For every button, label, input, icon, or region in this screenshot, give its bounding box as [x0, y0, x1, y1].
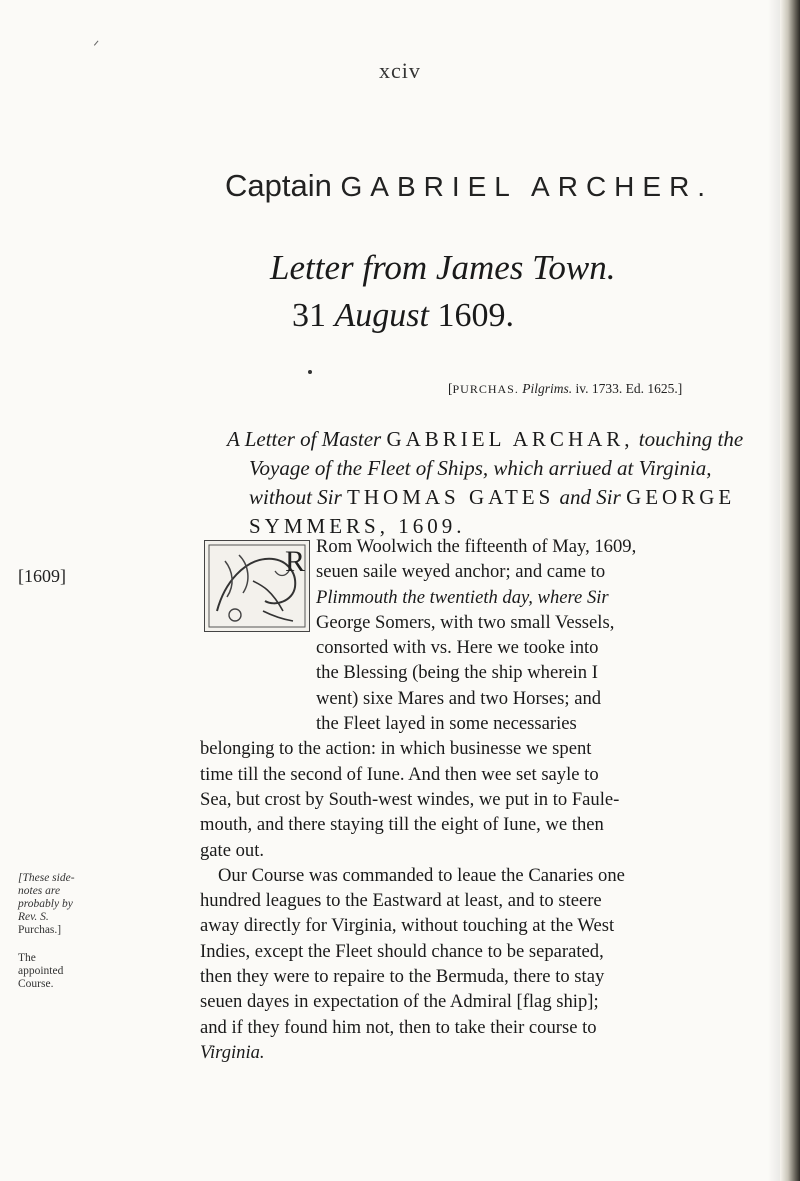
intro-heading: [227, 425, 772, 541]
letter-body: [200, 534, 770, 1065]
page-title: [225, 168, 713, 204]
body-line: Sea, but crost by South-west windes, we put in to Faule-: [200, 788, 620, 810]
body-line: Our Course was commanded to leaue the Canaries one: [218, 864, 625, 886]
body-line: away directly for Virginia, without touching at the West: [200, 915, 615, 937]
date-month: August: [334, 297, 429, 334]
body-line: belonging to the action: in which businesse we spent: [200, 738, 592, 760]
body-line: mouth, and there staying till the eight of Iune, we then: [200, 814, 604, 836]
body-line: Plimmouth the twentieth day, where Sir: [316, 586, 609, 608]
margin-year: [1609]: [18, 566, 66, 586]
source-author: PURCHAS.: [452, 382, 519, 396]
body-line: time till the second of Iune. And then wee set sayle to: [200, 763, 599, 785]
margin-note-course: The appointed Course.: [18, 952, 64, 990]
body-line: seuen dayes in expectation of the Admiral [flag ship];: [200, 991, 599, 1013]
title-name: GABRIEL ARCHER.: [340, 171, 714, 202]
margin-note-sidenotes: [These side- notes are probably by Rev. S. Purchas.]: [18, 872, 75, 936]
page-binding-edge: [780, 0, 800, 1181]
bullet-dot: [308, 370, 312, 374]
body-line: and if they found him not, then to take their course to: [200, 1016, 597, 1038]
source-ref: iv. 1733. Ed. 1625.]: [575, 381, 683, 396]
body-line: Indies, except the Fleet should chance to be separated,: [200, 940, 604, 962]
date-year: 1609.: [437, 297, 514, 334]
page-subtitle: Letter from James Town.: [270, 248, 616, 287]
body-line: hundred leagues to the Eastward at least, and to steere: [200, 890, 602, 912]
body-line: gate out.: [200, 839, 265, 861]
body-line: went) sixe Mares and two Horses; and: [316, 687, 602, 709]
source-citation: [PURCHAS. Pilgrims. iv. 1733. Ed. 1625.]: [448, 381, 683, 396]
pencil-mark: [94, 40, 103, 49]
body-line: Virginia.: [200, 1041, 265, 1063]
body-line: the Blessing (being the ship wherein I: [316, 662, 598, 684]
title-prefix: Captain: [225, 168, 332, 203]
intro-line-1: A Letter of Master GABRIEL ARCHAR, touching the: [227, 427, 744, 451]
svg-text:R: R: [285, 545, 306, 578]
body-line: George Somers, with two small Vessels,: [316, 611, 615, 633]
dateline: [292, 297, 514, 335]
intro-line-4: SYMMERS, 1609.: [249, 514, 466, 538]
body-line: Rom Woolwich the fifteenth of May, 1609,: [316, 536, 637, 557]
intro-line-3: without Sir THOMAS GATES and Sir GEORGE: [249, 485, 736, 509]
body-line: the Fleet layed in some necessaries: [316, 713, 577, 735]
intro-line-2: Voyage of the Fleet of Ships, which arriued at Virginia,: [249, 456, 712, 480]
body-line: then they were to repaire to the Bermuda, there to stay: [200, 966, 605, 988]
source-work: Pilgrims.: [522, 381, 573, 396]
page-folio: xciv: [379, 58, 421, 83]
body-line: seuen saile weyed anchor; and came to: [316, 561, 606, 583]
date-day: 31: [292, 297, 326, 334]
body-line: consorted with vs. Here we tooke into: [316, 637, 599, 659]
